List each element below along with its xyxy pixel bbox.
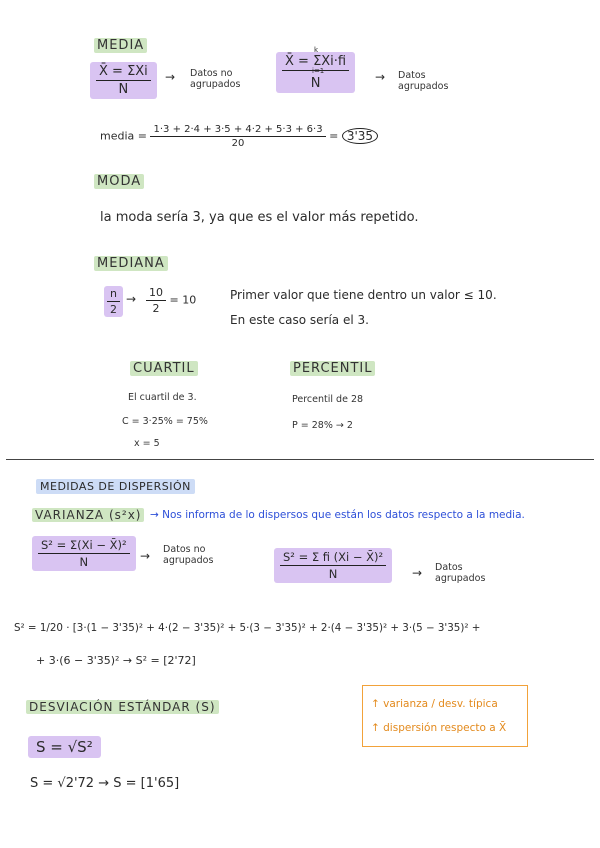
media-f1-denominator: N — [118, 82, 129, 97]
moda-text: la moda sería 3, ya que es el valor más repetido. — [100, 210, 419, 225]
varianza-v1-den: N — [79, 555, 89, 569]
media-formula-ungrouped — [90, 62, 157, 99]
arrow-icon: → — [140, 549, 151, 563]
media-calc-prefix: media = — [100, 129, 147, 143]
cuartil-line1: El cuartil de 3. — [128, 392, 197, 403]
mediana-val-den: 2 — [152, 302, 160, 315]
media-f2-desc-line1: Datos — [398, 70, 426, 81]
media-calc-numerator: 1·3 + 2·4 + 3·5 + 4·2 + 5·3 + 6·3 — [150, 124, 325, 137]
media-f2-desc-line2: agrupados — [398, 81, 449, 92]
percentil-line2: P = 28% → 2 — [292, 420, 353, 431]
mediana-val-num: 10 — [146, 286, 166, 301]
arrow-icon: → — [165, 70, 176, 84]
desviacion-calc: S = √2'72 → S = [1'65] — [30, 776, 180, 791]
cuartil-line2: C = 3·25% = 75% — [122, 416, 208, 427]
media-f2-denominator: N — [310, 76, 321, 91]
media-f2-desc — [398, 70, 448, 92]
varianza-v2-desc — [435, 562, 485, 584]
desviacion-formula: S = √S² — [28, 736, 101, 758]
varianza-formula-ungrouped — [32, 536, 136, 571]
arrow-icon: → — [375, 70, 386, 84]
mediana-formula — [104, 286, 123, 317]
media-calculation — [100, 124, 378, 149]
mediana-title: MEDIANA — [94, 256, 168, 271]
varianza-v1-desc-line2: agrupados — [163, 555, 214, 566]
media-title: MEDIA — [94, 38, 147, 53]
media-calc-eq: = — [329, 129, 339, 143]
percentil-title: PERCENTIL — [290, 361, 375, 376]
mediana-line2: En este caso sería el 3. — [230, 313, 369, 327]
varianza-v1-desc-line1: Datos no — [163, 544, 206, 555]
media-calc-result: 3'35 — [342, 128, 378, 144]
varianza-v1-num: S² = Σ(Xi − X̄)² — [38, 538, 130, 554]
varianza-description: → Nos informa de lo dispersos que están los datos respecto a la media. — [150, 509, 525, 521]
mediana-frac-den: 2 — [109, 303, 117, 316]
cuartil-title: CUARTIL — [130, 361, 198, 376]
mediana-line1: Primer valor que tiene dentro un valor ≤ 10. — [230, 288, 497, 302]
varianza-formula-grouped — [274, 548, 392, 583]
dispersion-title: MEDIDAS DE DISPERSIÓN — [36, 479, 195, 494]
media-f2-numerator-text: X̄ = ΣXi·fi — [285, 54, 347, 69]
varianza-calc-line1: S² = 1/20 · [3·(1 − 3'35)² + 4·(2 − 3'35)² + 5·(3 − 3'35)² + 2·(4 − 3'35)² + 3·(5 − 3'35)² + — [14, 622, 481, 634]
section-divider — [6, 459, 594, 460]
mediana-eq: = 10 — [169, 293, 197, 307]
varianza-v2-den: N — [328, 567, 338, 581]
media-f2-numerator — [282, 46, 349, 75]
media-f1-desc-line2: agrupados — [190, 79, 241, 90]
media-f1-desc — [190, 68, 240, 90]
varianza-v2-desc-line2: agrupados — [435, 573, 486, 584]
varianza-title: VARIANZA (s²x) — [32, 508, 144, 522]
arrow-icon: → — [126, 292, 137, 306]
moda-title: MODA — [94, 174, 144, 189]
mediana-value — [146, 286, 196, 315]
varianza-v1-desc — [163, 544, 213, 566]
media-formula-grouped — [276, 46, 355, 93]
cuartil-line3: x = 5 — [134, 438, 160, 449]
percentil-line1: Percentil de 28 — [292, 394, 364, 405]
desviacion-note-line2: ↑ dispersión respecto a X̄ — [371, 722, 507, 734]
varianza-v2-num: S² = Σ fi (Xi − X̄)² — [280, 550, 386, 566]
varianza-v2-desc-line1: Datos — [435, 562, 463, 573]
media-f2-sum-bottom: i=1 — [312, 67, 325, 75]
desviacion-title: DESVIACIÓN ESTÁNDAR (S) — [26, 700, 219, 714]
media-f1-numerator: X̄ = ΣXi — [96, 64, 151, 81]
media-calc-denominator: 20 — [231, 138, 245, 149]
media-f2-sum-top: k — [314, 46, 319, 54]
varianza-calc-line2: + 3·(6 − 3'35)² → S² = [2'72] — [36, 654, 196, 667]
desviacion-note-box — [362, 685, 528, 747]
arrow-icon: → — [412, 566, 423, 580]
desviacion-note-line1: ↑ varianza / desv. típica — [371, 698, 498, 710]
media-f1-desc-line1: Datos no — [190, 68, 233, 79]
mediana-frac-num: n — [107, 287, 120, 302]
